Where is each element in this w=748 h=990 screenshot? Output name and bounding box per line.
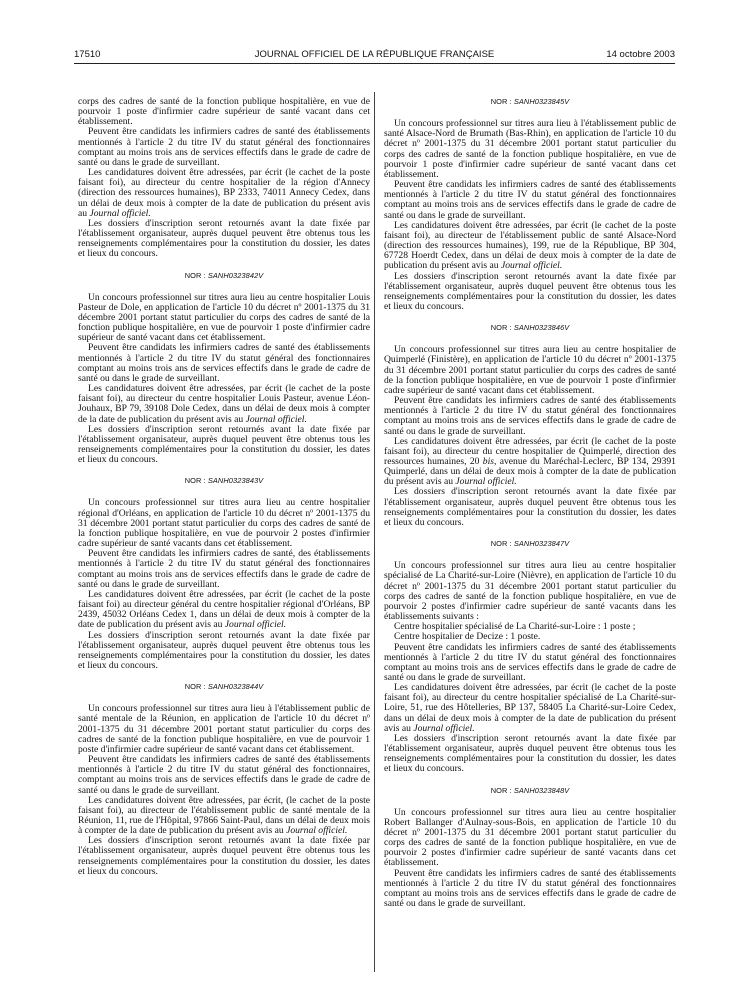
- paragraph: Les dossiers d'inscription seront retournés avant la date fixée par l'établissement organisateur, auprès duquel peuvent être obtenus tous les renseignements complémentaires pour la constitution du dossier, les dates et lieux du concours.: [78, 629, 370, 671]
- paragraph: Peuvent être candidats les infirmiers cadres de santé des établissements mentionnés à l'article 2 du titre IV du statut général des fonctionnaires comptant au moins trois ans de services effectifs dans le grade de cadre de santé ou dans le grade de surveillant.: [78, 342, 370, 384]
- paragraph: Un concours professionnel sur titres aura lieu au centre hospitalier de Quimperlé (Finistère), en application de l'article 10 du décret nº 2001-1375 du 31 décembre 2001 portant statut particulier du corps des cadres de santé de la fonction publique hospitalière, en vue de pourvoir 1 poste d'infirmier cadre supérieur de santé vacant dans cet établissement.: [384, 344, 676, 396]
- notice-sanh0323843v: [78, 476, 370, 671]
- paragraph: Peuvent être candidats les infirmiers cadres de santé des établissements mentionnés à l'article 2 du titre IV du statut général des fonctionnaires comptant au moins trois ans de services effectifs dans le grade de cadre de santé ou dans le grade de surveillant.: [384, 641, 676, 683]
- page-number: 17510: [74, 49, 101, 60]
- notice-sanh0323844v: [78, 682, 370, 877]
- paragraph: Peuvent être candidats les infirmiers cadres de santé des établissements mentionnés à l'article 2 du titre IV du statut général des fonctionnaires comptant au moins trois ans de services effectifs dans le grade de cadre de santé ou dans le grade de surveillant.: [384, 395, 676, 437]
- paragraph: Les dossiers d'inscription seront retournés avant la date fixée par l'établissement organisateur, auprès duquel peuvent être obtenus tous les renseignements complémentaires pour la constitution du dossier, les dates et lieux du concours.: [384, 270, 676, 312]
- paragraph: Un concours professionnel sur titres aura lieu au centre hospitalier Louis Pasteur de Dole, en application de l'article 10 du décret nº 2001-1375 du 31 décembre 2001 portant statut particulier du corps des cadres de santé de la fonction publique hospitalière, en vue de pourvoir 1 poste d'infirmier cadre supérieur de santé vacant dans cet établissement.: [78, 291, 370, 344]
- paragraph: Les candidatures doivent être adressées, par écrit (le cachet de la poste faisant foi), au directeur de l'établissement public de santé Alsace-Nord (direction des ressources humaines), 199, rue de la République, BP 304, 67728 Hoerdt Cedex, dans un délai de deux mois à compter de la date de publication du présent avis au Journal officiel.: [384, 219, 676, 272]
- left-column: [78, 97, 370, 877]
- paragraph: Peuvent être candidats les infirmiers cadres de santé des établissements mentionnés à l'article 2 du titre IV du statut général des fonctionnaires, comptant au moins trois ans de services effectifs dans le grade de cadre de santé ou dans le grade de surveillant.: [78, 754, 370, 796]
- paragraph: Peuvent être candidats les infirmiers cadres de santé des établissements mentionnés à l'article 2 du titre IV du statut général des fonctionnaires comptant au moins trois ans de services effectifs dans le grade de cadre de santé ou dans le grade de surveillant.: [384, 179, 676, 221]
- paragraph: Les dossiers d'inscription seront retournés avant la date fixée par l'établissement organisateur, auprès duquel peuvent être obtenus tous les renseignements complémentaires pour la constitution du dossier, les dates et lieux du concours.: [78, 835, 370, 877]
- paragraph: Les candidatures doivent être adressées, par écrit (le cachet de la poste faisant foi) au directeur général du centre hospitalier régional d'Orléans, BP 2439, 45032 Orléans Cedex 1, dans un délai de deux mois à compter de la date de publication du présent avis au Journal officiel.: [78, 588, 370, 631]
- paragraph: Un concours professionnel sur titres aura lieu au centre hospitalier régional d'Orléans, en application de l'article 10 du décret nº 2001-1375 du 31 décembre 2001 portant statut particulier du corps des cadres de santé de la fonction publique hospitalière, en vue de pourvoir 2 postes d'infirmier cadre supérieur de santé vacants dans cet établissement.: [78, 497, 370, 550]
- column-divider: [374, 92, 375, 972]
- nor-reference: NOR : SANH0323843V: [184, 476, 264, 486]
- nor-reference: NOR : SANH0323846V: [490, 323, 570, 333]
- paragraph: Peuvent être candidats les infirmiers cadres de santé des établissements mentionnés à l'article 2 du titre IV du statut général des fonctionnaires comptant au moins trois ans de services effectifs dans le grade de cadre de santé ou dans le grade de surveillant.: [78, 126, 370, 168]
- journal-title: JOURNAL OFFICIEL DE LA RÉPUBLIQUE FRANÇAISE: [254, 49, 495, 60]
- notice-sanh0323847v: [384, 539, 676, 774]
- paragraph: Peuvent être candidats les infirmiers cadres de santé, des établissements mentionnés à l'article 2 du titre IV du statut général des fonctionnaires comptant au moins trois ans de services effectifs dans le grade de cadre de santé ou dans le grade de surveillant.: [78, 548, 370, 590]
- paragraph: Peuvent être candidats les infirmiers cadres de santé des établissements mentionnés à l'article 2 du titre IV du statut général des fonctionnaires comptant au moins trois ans de services effectifs dans le grade de cadre de santé ou dans le grade de surveillant.: [384, 867, 676, 910]
- notice-continued: [78, 97, 370, 260]
- paragraph: Les candidatures doivent être adressées, par écrit (le cachet de la poste faisant foi), au directeur du centre hospitalier de Quimperlé, direction des ressources humaines, 20 bis, avenue du Maréchal-Leclerc, BP 134, 29391 Quimperlé, dans un délai de deux mois à compter de la date de publication du présent avis au Journal officiel.: [384, 435, 676, 488]
- header-rule: [74, 63, 675, 64]
- paragraph: Les candidatures doivent être adressées, par écrit, (le cachet de la poste faisant foi), au directeur de l'établissement public de santé mentale de la Réunion, 11, rue de l'Hôpital, 97866 Saint-Paul, dans un délai de deux mois à compter de la date de publication du présent avis au Journal officiel.: [78, 794, 370, 837]
- paragraph: Un concours professionnel sur titres aura lieu au centre hospitalier spécialisé de La Charité-sur-Loire (Nièvre), en application de l'article 10 du décret nº 2001-1375 du 31 décembre 2001 portant statut particulier du corps des cadres de santé de la fonction publique hospitalière, en vue de pourvoir 2 postes d'infirmier cadre supérieur de santé vacants dans les établissements suivants :: [384, 560, 676, 623]
- notice-sanh0323842v: [78, 271, 370, 466]
- page-header: [74, 49, 675, 61]
- paragraph: Les dossiers d'inscription seront retournés avant la date fixée par l'établissement organisateur, auprès duquel peuvent être obtenus tous les renseignements complémentaires pour la constitution du dossier, les dates et lieux du concours.: [384, 486, 676, 528]
- issue-date: 14 octobre 2003: [606, 49, 675, 60]
- list-item: Centre hospitalier de Decize : 1 poste.: [394, 631, 541, 643]
- paragraph: corps des cadres de santé de la fonction publique hospitalière, en vue de pourvoir 1 poste d'infirmier cadre supérieur de santé vacant dans cet établissement.: [78, 96, 370, 128]
- paragraph: Un concours professionnel sur titres aura lieu à l'établissement public de santé mentale de la Réunion, en application de l'article 10 du décret nº 2001-1375 du 31 décembre 2001 portant statut particulier du corps des cadres de santé de la fonction publique hospitalière, en vue de pourvoir 1 poste d'infirmier cadre supérieur de santé vacant dans cet établissement.: [78, 703, 370, 755]
- paragraph: Les candidatures doivent être adressées, par écrit (le cachet de la poste faisant foi), au directeur du centre hospitalier spécialisé de La Charité-sur-Loire, 51, rue des Hôtelleries, BP 137, 58405 La Charité-sur-Loire Cedex, dans un délai de deux mois à compter de la date de publication du présent avis au Journal officiel.: [384, 682, 676, 734]
- list-item: Centre hospitalier spécialisé de La Charité-sur-Loire : 1 poste ;: [394, 621, 636, 633]
- paragraph: Un concours professionnel sur titres aura lieu à l'établissement public de santé Alsace-Nord de Brumath (Bas-Rhin), en application de l'article 10 du décret nº 2001-1375 du 31 décembre 2001 portant statut particulier du corps des cadres de santé de la fonction publique hospitalière, en vue de pourvoir 1 poste d'infirmier cadre supérieur de santé vacant dans cet établissement.: [384, 118, 676, 180]
- notice-sanh0323846v: [384, 323, 676, 528]
- paragraph: Les dossiers d'inscription seront retournés avant la date fixée par l'établissement organisateur, auprès duquel peuvent être obtenus tous les renseignements complémentaires pour la constitution du dossier, les dates et lieux du concours.: [78, 423, 370, 466]
- paragraph: Les dossiers d'inscription seront retournés avant la date fixée par l'établissement organisateur, auprès duquel peuvent être obtenus tous les renseignements complémentaires pour la constitution du dossier, les dates et lieux du concours.: [384, 732, 676, 775]
- nor-reference: NOR : SANH0323842V: [184, 270, 264, 280]
- paragraph: Les candidatures doivent être adressées, par écrit (le cachet de la poste faisant foi), au directeur du centre hospitalier de la région d'Annecy (direction des ressources humaines), BP 2333, 74011 Annecy Cedex, dans un délai de deux mois à compter de la date de publication du présent avis au Journal officiel.: [78, 167, 370, 219]
- notice-sanh0323848v: [384, 786, 676, 910]
- nor-reference: NOR : SANH0323848V: [490, 785, 570, 795]
- paragraph: Les candidatures doivent être adressées, par écrit (le cachet de la poste faisant foi), au directeur du centre hospitalier Louis Pasteur, avenue Léon-Jouhaux, BP 79, 39108 Dole Cedex, dans un délai de deux mois à compter de la date de publication du présent avis au Journal officiel.: [78, 383, 370, 425]
- notice-sanh0323845v: [384, 97, 676, 312]
- paragraph: Un concours professionnel sur titres aura lieu au centre hospitalier Robert Ballanger d'Aulnay-sous-Bois, en application de l'article 10 du décret nº 2001-1375 du 31 décembre 2001 portant statut particulier du corps des cadres de santé de la fonction publique hospitalière, en vue de pourvoir 2 postes d'infirmier cadre supérieur de santé vacants dans cet établissement.: [384, 806, 676, 869]
- nor-reference: NOR : SANH0323847V: [490, 539, 570, 549]
- nor-reference: NOR : SANH0323844V: [184, 682, 264, 692]
- paragraph: Les dossiers d'inscription seront retournés avant la date fixée par l'établissement organisateur, auprès duquel peuvent être obtenus tous les renseignements complémentaires pour la constitution du dossier, les dates et lieux du concours.: [78, 217, 370, 260]
- nor-reference: NOR : SANH0323845V: [490, 97, 570, 106]
- right-column: [384, 97, 676, 909]
